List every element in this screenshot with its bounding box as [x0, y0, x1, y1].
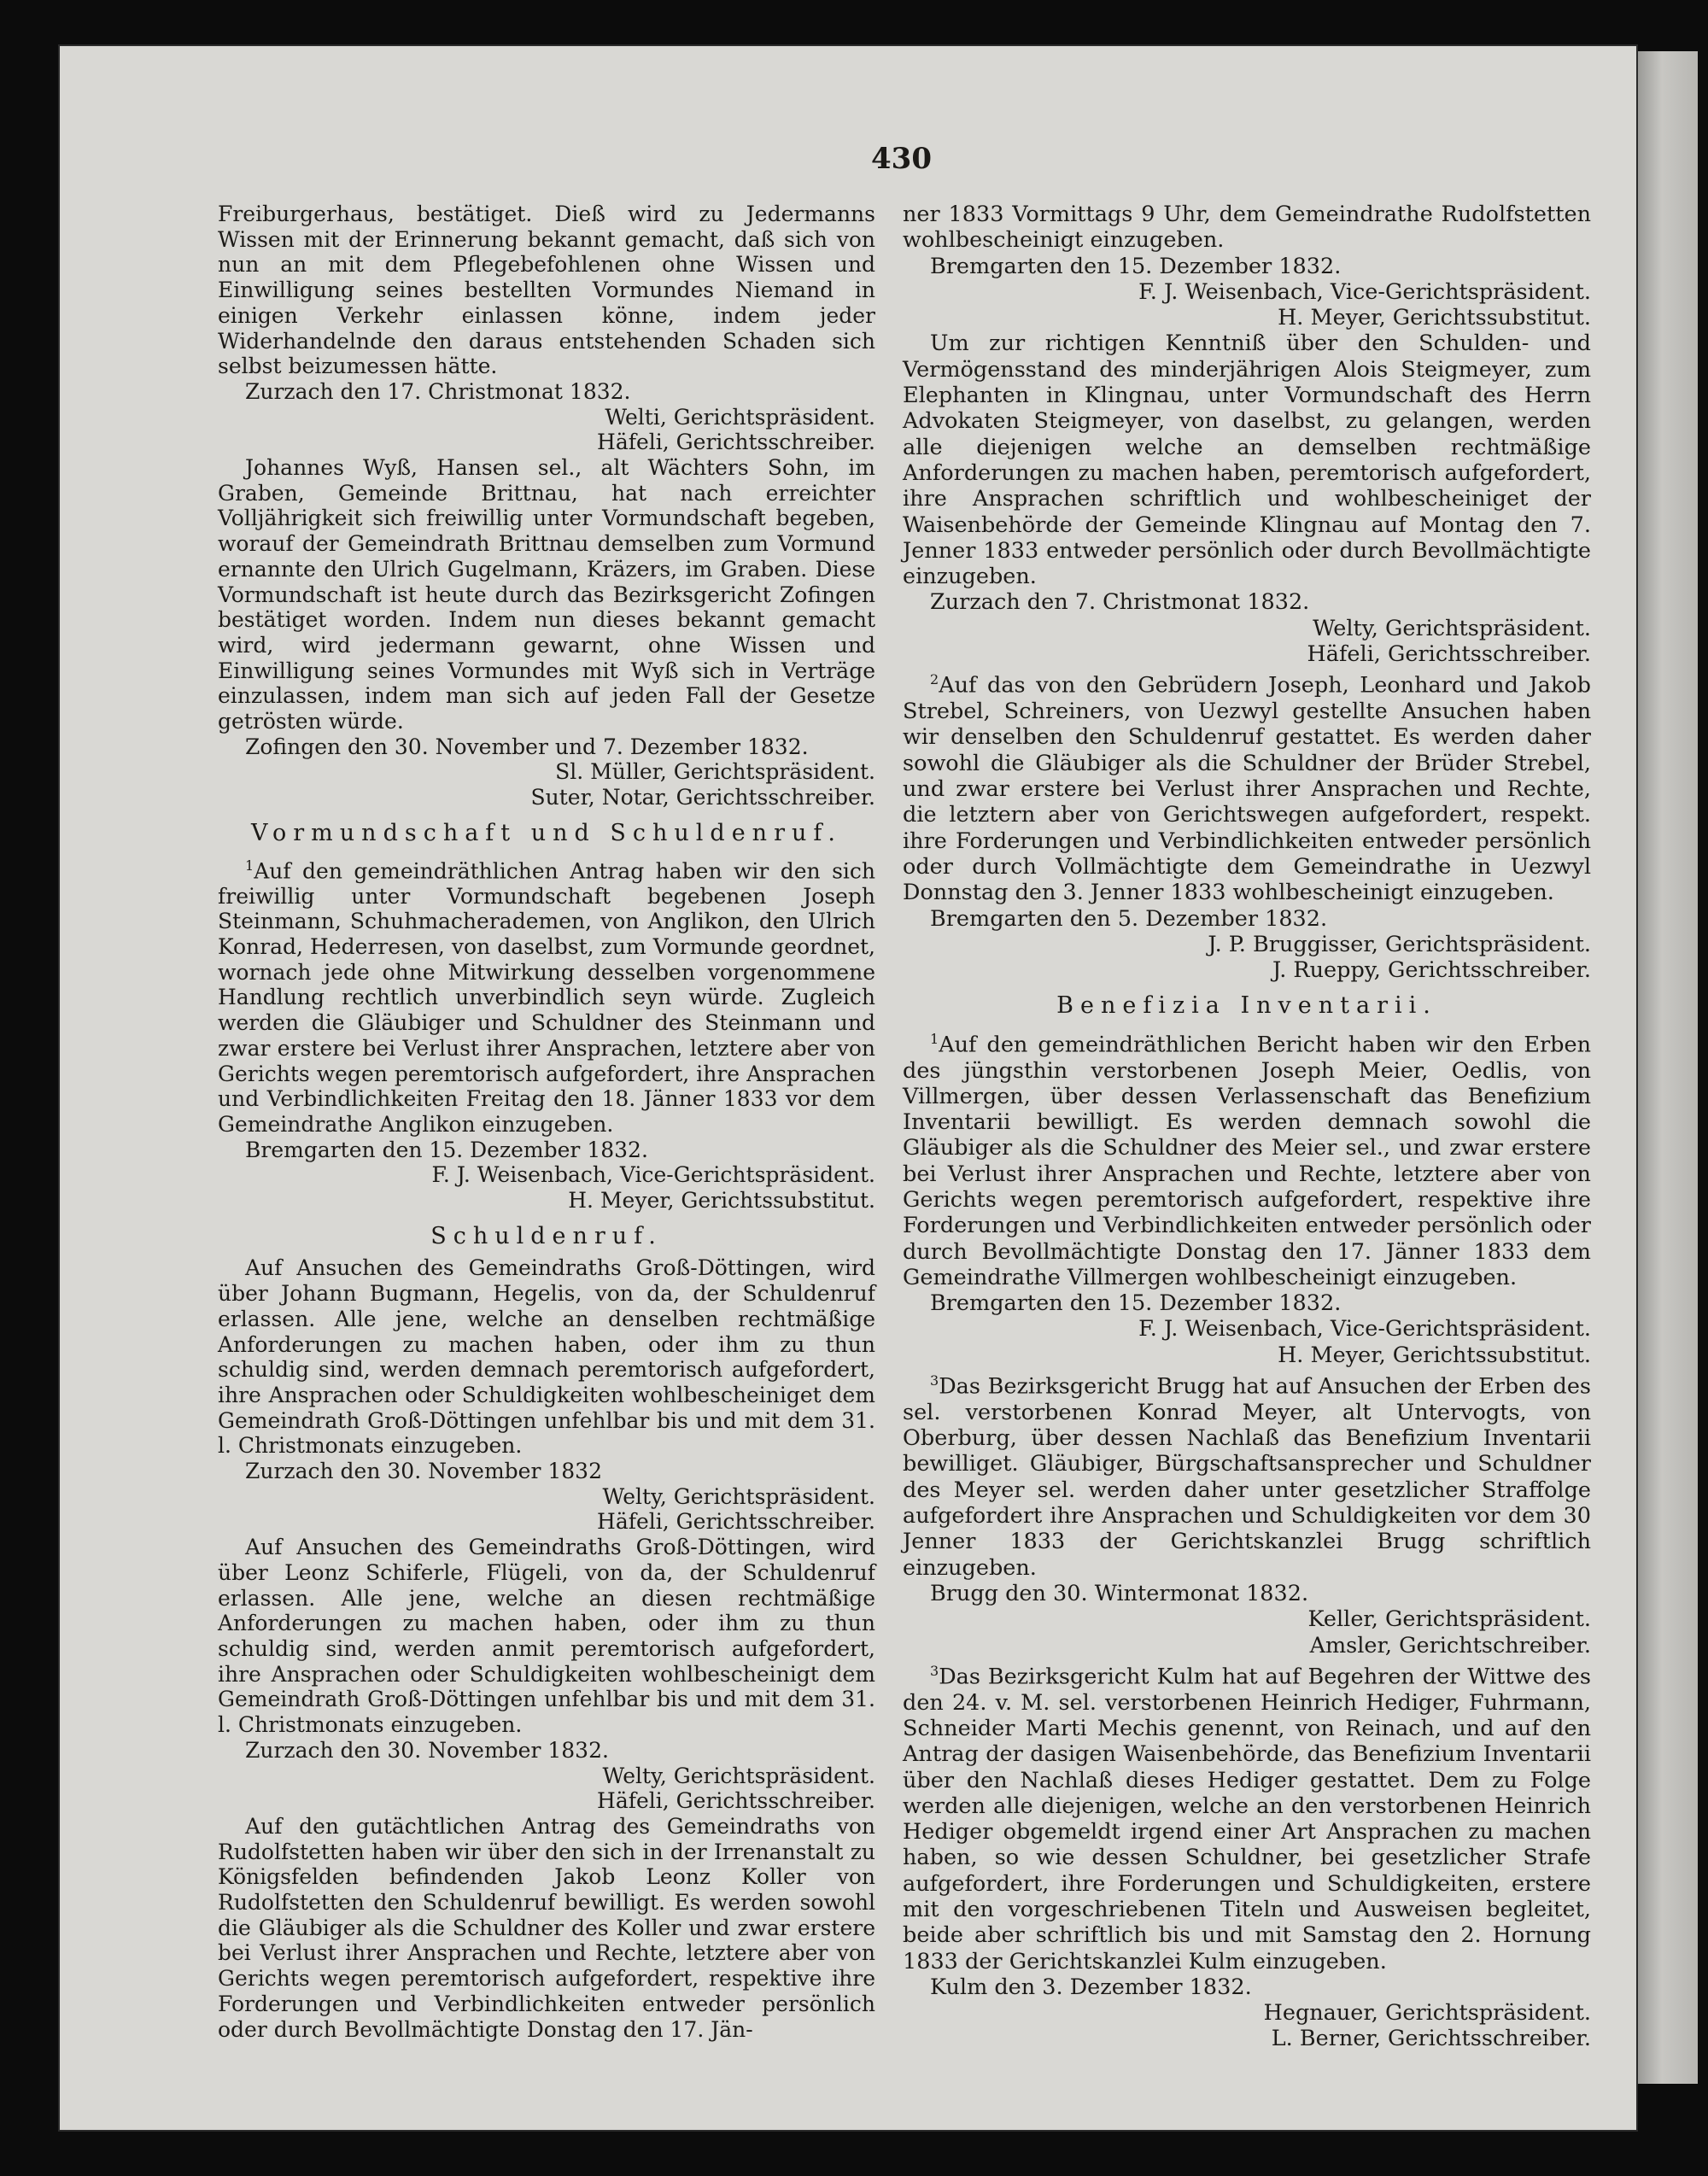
notice-date-line: Zurzach den 7. Christmonat 1832. [930, 589, 1310, 616]
notice-signature: Welty, Gerichtspräsident. [602, 1763, 875, 1788]
notice-date-line: Bremgarten den 15. Dezember 1832. [930, 253, 1342, 279]
adjacent-page-edge [1638, 51, 1698, 2084]
notice-signature: F. J. Weisenbach, Vice-Gerichtspräsident. [431, 1162, 875, 1188]
notice-signature: Häfeli, Gerichtsschreiber. [597, 1788, 875, 1814]
notice-date-line: Bremgarten den 15. Dezember 1832. [930, 1290, 1342, 1317]
notice-signature: F. J. Weisenbach, Vice-Gerichtspräsident. [1138, 278, 1591, 305]
notice-date-line: Kulm den 3. Dezember 1832. [930, 1974, 1252, 2000]
notice-paragraph: 1 Auf den gemeindräthlichen Bericht haben wir den Erben des jüngsthin verstorbenen Joseph Meier, Oedlis, von Villmergen, über dessen Verlassenschaft das Benefizium Inventarii bewilligt. Es werden demnach sowohl die Gläubiger als die Schuldner des Meier sel., und zwar erstere bei Verlust ihrer Ansprachen und Rechte, letztere aber von Gerichts wegen peremtorisch aufgefordert, respektive ihre Forderungen und Verbindlichkeiten entweder persönlich oder durch Bevollmächtigte Donstag den 17. Jänner 1833 dem Gemeindrathe Villmergen wohlbescheinigt einzugeben. [903, 1027, 1591, 1290]
notice-date-line: Zofingen den 30. November und 7. Dezember 1832. [245, 734, 809, 759]
notice-signature: Amsler, Gerichtschreiber. [1309, 1632, 1591, 1658]
section-heading: Schuldenruf. [430, 1222, 663, 1249]
notice-date-line: Zurzach den 30. November 1832 [245, 1459, 602, 1484]
notice-paragraph: Freiburgerhaus, bestätiget. Dieß wird zu Jedermanns Wissen mit der Erinnerung bekannt gemacht, daß sich von nun an mit dem Pflegebefohlenen ohne Wissen und Einwilligung seines bestellten Vormundes Niemand in einigen Verkehr einlassen könne, indem jeder Widerhandelnde den daraus entstehenden Schaden sich selbst beizumessen hätte. [218, 202, 875, 379]
notice-date-line: Zurzach den 17. Christmonat 1832. [245, 378, 631, 404]
notice-signature: Häfeli, Gerichtsschreiber. [597, 430, 875, 455]
notice-signature: Häfeli, Gerichtsschreiber. [597, 1509, 875, 1535]
notice-signature: Keller, Gerichtspräsident. [1307, 1606, 1591, 1633]
notice-paragraph: Johannes Wyß, Hansen sel., alt Wächters Sohn, im Graben, Gemeinde Brittnau, hat nach erreichter Volljährigkeit sich freiwillig unter Vormundschaft begeben, worauf der Gemeindrath Brittnau demselben zum Vormund ernannte den Ulrich Gugelmann, Kräzers, im Graben. Diese Vormundschaft ist heute durch das Bezirksgericht Zofingen bestätiget worden. Indem nun dieses bekannt gemacht wird, wird jedermann gewarnt, ohne Wissen und Einwilligung seines Vormundes mit Wyß sich in Verträge einzulassen, indem man sich auf jeden Fall der Gesetze getrösten würde. [218, 455, 875, 734]
notice-date-line: Bremgarten den 15. Dezember 1832. [245, 1137, 648, 1162]
notice-signature: L. Berner, Gerichtsschreiber. [1271, 2026, 1591, 2052]
notice-signature: Häfeli, Gerichtsschreiber. [1307, 641, 1591, 668]
notice-signature: Welti, Gerichtspräsident. [605, 404, 875, 430]
right-column [903, 202, 1591, 2052]
notice-signature: H. Meyer, Gerichtssubstitut. [1278, 1342, 1591, 1368]
left-column [218, 202, 875, 2042]
section-heading: Vormundschaft und Schuldenruf. [251, 819, 842, 846]
notice-date-line: Zurzach den 30. November 1832. [245, 1737, 609, 1763]
notice-signature: J. P. Bruggisser, Gerichtspräsident. [1208, 931, 1591, 957]
notice-paragraph: Auf Ansuchen des Gemeindraths Groß-Döttingen, wird über Johann Bugmann, Hegelis, von da, der Schuldenruf erlassen. Alle jene, welche an denselben rechtmäßige Anforderungen zu machen haben, oder ihm zu thun schuldig sind, werden demnach peremtorisch aufgefordert, ihre Ansprachen oder Schuldigkeiten wohlbescheiniget dem Gemeindrath Groß-Döttingen unfehlbar bis und mit dem 31. l. Christmonats einzugeben. [218, 1255, 875, 1459]
notice-paragraph: 1 Auf den gemeindräthlichen Antrag haben wir den sich freiwillig unter Vormundschaft begebenen Joseph Steinmann, Schuhmacherademen, von Anglikon, den Ulrich Konrad, Hederresen, von daselbst, zum Vormunde geordnet, wornach jede ohne Mitwirkung desselben vorgenommene Handlung rechtlich unverbindlich seyn würde. Zugleich werden die Gläubiger und Schuldner des Steinmann und zwar erstere bei Verlust ihrer Ansprachen, letztere aber von Gerichts wegen peremtorisch aufgefordert, ihre Ansprachen und Verbindlichkeiten Freitag den 18. Jänner 1833 vor dem Gemeindrathe Anglikon einzugeben. [218, 853, 875, 1138]
notice-signature: Sl. Müller, Gerichtspräsident. [555, 759, 875, 785]
notice-signature: Welty, Gerichtspräsident. [1313, 615, 1591, 641]
notice-paragraph: Auf Ansuchen des Gemeindraths Groß-Döttingen, wird über Leonz Schiferle, Flügeli, von da, der Schuldenruf erlassen. Alle jene, welche an diesen rechtmäßige Anforderungen zu machen haben, oder ihm zu thun schuldig sind, werden anmit peremtorisch aufgefordert, ihre Ansprachen oder Schuldigkeiten wohlbescheinigt dem Gemeindrath Groß-Döttingen unfehlbar bis und mit dem 31. l. Christmonats einzugeben. [218, 1535, 875, 1738]
notice-date-line: Brugg den 30. Wintermonat 1832. [930, 1580, 1309, 1606]
notice-paragraph: 2 Auf das von den Gebrüdern Joseph, Leonhard und Jakob Strebel, Schreiners, von Uezwyl gestellte Ansuchen haben wir denselben den Schuldenruf gestattet. Es werden daher sowohl die Gläubiger als die Schuldner der Brüder Strebel, und zwar erstere bei Verlust ihrer Ansprachen und Rechte, die letztern aber von Gerichtswegen aufgefordert, respekt. ihre Forderungen und Verbindlichkeiten entweder persönlich oder durch Vollmächtigte dem Gemeindrathe in Uezwyl Donnstag den 3. Jenner 1833 wohlbescheinigt einzugeben. [903, 667, 1591, 905]
notice-signature: H. Meyer, Gerichtssubstitut. [568, 1188, 875, 1214]
notice-paragraph: ner 1833 Vormittags 9 Uhr, dem Gemeindrathe Rudolfstetten wohlbescheinigt einzugeben. [903, 202, 1591, 254]
notice-signature: F. J. Weisenbach, Vice-Gerichtspräsident. [1138, 1316, 1591, 1342]
notice-signature: Hegnauer, Gerichtspräsident. [1263, 2000, 1591, 2027]
notice-paragraph: Um zur richtigen Kenntniß über den Schulden- und Vermögensstand des minderjährigen Alois Steigmeyer, zum Elephanten in Klingnau, unter Vormundschaft des Herrn Advokaten Steigmeyer, von daselbst, zu gelangen, werden alle diejenigen welche an demselben rechtmäßige Anforderungen zu machen haben, peremtorisch aufgefordert, ihre Ansprachen schriftlich und wohlbescheiniget der Waisenbehörde der Gemeinde Klingnau auf Montag den 7. Jenner 1833 entweder persönlich oder durch Bevollmächtigte einzugeben. [903, 330, 1591, 590]
notice-date-line: Bremgarten den 5. Dezember 1832. [930, 905, 1328, 932]
notice-paragraph: 3 Das Bezirksgericht Kulm hat auf Begehren der Wittwe des den 24. v. M. sel. verstorbenen Heinrich Hediger, Fuhrmann, Schneider Marti Mechis genennt, von Reinach, und auf den Antrag der dasigen Waisenbehörde, das Benefizium Inventarii über den Nachlaß dieses Hediger gestattet. Dem zu Folge werden alle diejenigen, welche an den verstorbenen Heinrich Hediger obgemeldt irgend einer Art Ansprachen zu machen haben, so wie dessen Schuldner, bei gesetzlicher Strafe aufgefordert, ihre Forderungen und Schuldigkeiten, erstere mit den vorgeschriebenen Titeln und Ausweisen begleitet, beide aber schriftlich bis und mit Samstag den 2. Hornung 1833 der Gerichtskanzlei Kulm einzugeben. [903, 1658, 1591, 1974]
notice-paragraph: 3 Das Bezirksgericht Brugg hat auf Ansuchen der Erben des sel. verstorbenen Konrad Meyer, alt Untervogts, von Oberburg, über dessen Nachlaß das Benefizium Inventarii bewilliget. Gläubiger, Bürgschaftsansprecher und Schuldner des Meyer sel. werden daher unter gesetzlicher Straffolge aufgefordert ihre Ansprachen und Schuldigkeiten vor dem 30 Jenner 1833 der Gerichtskanzlei Brugg schriftlich einzugeben. [903, 1368, 1591, 1581]
page-number: 430 [871, 142, 932, 176]
notice-signature: J. Rueppy, Gerichtsschreiber. [1272, 957, 1591, 984]
notice-signature: H. Meyer, Gerichtssubstitut. [1278, 305, 1591, 331]
section-heading: Benefizia Inventarii. [1056, 992, 1437, 1020]
notice-paragraph: Auf den gutächtlichen Antrag des Gemeindraths von Rudolfstetten haben wir über den sich in der Irrenanstalt zu Königsfelden befindenden Jakob Leonz Koller von Rudolfstetten den Schuldenruf bewilligt. Es werden sowohl die Gläubiger als die Schuldner des Koller und zwar erstere bei Verlust ihrer Ansprachen und Rechte, letztere aber von Gerichts wegen peremtorisch aufgefordert, respektive ihre Forderungen und Verbindlichkeiten entweder persönlich oder durch Bevollmächtigte Donstag den 17. Jän- [218, 1813, 875, 2042]
notice-signature: Welty, Gerichtspräsident. [602, 1483, 875, 1509]
notice-signature: Suter, Notar, Gerichtsschreiber. [530, 785, 875, 810]
